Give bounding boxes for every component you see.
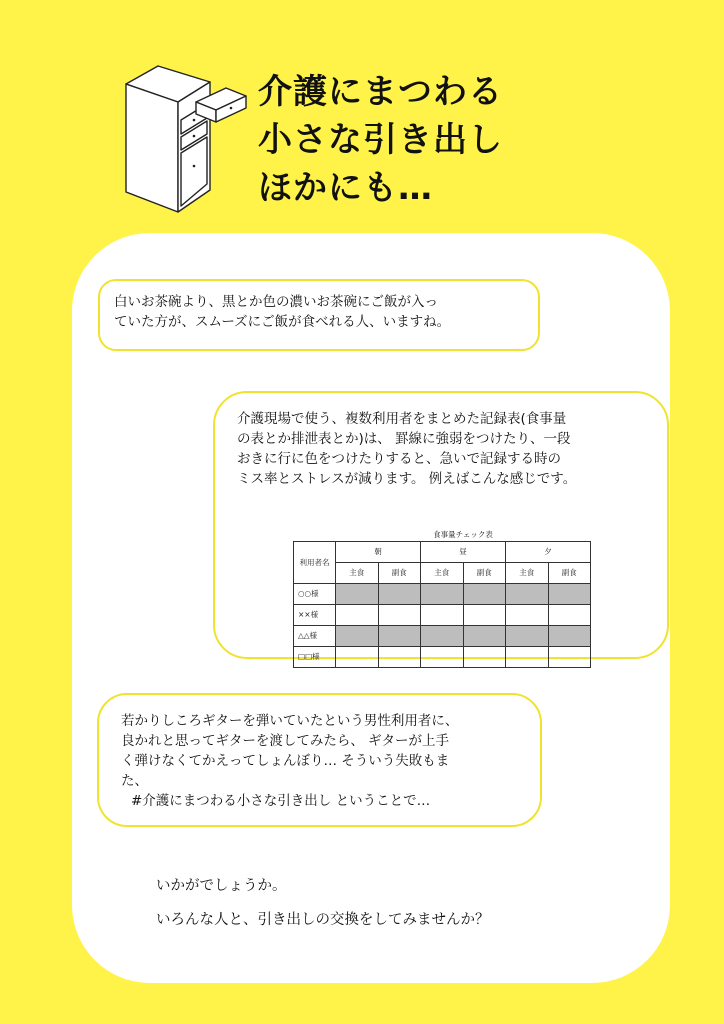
table-cell [506, 647, 549, 668]
bubble-text-line: た、 [121, 773, 148, 789]
table-cell [336, 584, 379, 605]
sub-header-staple: 主食 [336, 563, 379, 584]
meal-check-table-figure [293, 529, 593, 668]
table-cell [336, 605, 379, 626]
bubble-text-line: 良かれと思ってギターを渡してみたら、 ギターが上手 [121, 733, 450, 749]
table-header-row [294, 542, 591, 563]
sub-header-staple: 主食 [421, 563, 464, 584]
hashtag-line: #介護にまつわる小さな引き出し ということで… [131, 793, 431, 809]
name-column-header: 利用者名 [294, 542, 336, 584]
table-cell [421, 605, 464, 626]
resident-name: ××様 [294, 605, 336, 626]
table-cell [421, 584, 464, 605]
tip-bubble-guitar [97, 693, 542, 827]
bubble-text-line: ミス率とストレスが減ります。 例えばこんな感じです。 [237, 471, 577, 487]
drawer-cabinet-icon [118, 62, 248, 214]
bubble-text-line: く弾けなくてかえってしょんぼり… そういう失敗もま [121, 753, 450, 769]
table-cell [506, 605, 549, 626]
table-title: 食事量チェック表 [433, 530, 493, 539]
meal-check-table [293, 541, 591, 668]
resident-name: △△様 [294, 626, 336, 647]
table-cell [336, 626, 379, 647]
table-row [294, 584, 591, 605]
table-row [294, 626, 591, 647]
table-cell [506, 584, 549, 605]
bubble-text-line: 若かりしころギターを弾いていたという男性利用者に、 [121, 713, 459, 729]
tip-bubble-teacup [98, 279, 540, 351]
closing-message [156, 869, 490, 937]
table-row [294, 605, 591, 626]
closing-line-1: いかがでしょうか。 [156, 878, 287, 894]
table-cell [463, 584, 506, 605]
bubble-text-line: ていた方が、スムーズにご飯が食べれる人、いますね。 [114, 314, 451, 330]
closing-line-2: いろんな人と、引き出しの交換をしてみませんか？ [156, 912, 490, 928]
table-row [294, 647, 591, 668]
table-cell [548, 584, 591, 605]
resident-name: □□様 [294, 647, 336, 668]
resident-name: ○○様 [294, 584, 336, 605]
table-cell [421, 626, 464, 647]
page-title [258, 68, 503, 212]
table-cell [463, 605, 506, 626]
table-cell [378, 605, 421, 626]
table-cell [463, 626, 506, 647]
table-cell [463, 647, 506, 668]
title-line-2: 小さな引き出し [258, 120, 503, 160]
table-cell [336, 647, 379, 668]
title-line-3: ほかにも… [258, 168, 433, 208]
tip-bubble-record-sheet [213, 391, 669, 659]
bubble-text-line: 白いお茶碗より、黒とか色の濃いお茶碗にご飯が入っ [114, 294, 438, 310]
table-subheader-row [294, 563, 591, 584]
table-cell [506, 626, 549, 647]
meal-header-breakfast: 朝 [336, 542, 421, 563]
sub-header-side: 副食 [378, 563, 421, 584]
table-cell [548, 626, 591, 647]
title-line-1: 介護にまつわる [258, 72, 503, 112]
bubble-text-line: の表とか排泄表とか)は、 罫線に強弱をつけたり、一段 [237, 431, 571, 447]
meal-header-lunch: 昼 [421, 542, 506, 563]
table-cell [378, 584, 421, 605]
sub-header-side: 副食 [463, 563, 506, 584]
bubble-text-line: おきに行に色をつけたりすると、急いで記録する時の [237, 451, 561, 467]
table-cell [548, 647, 591, 668]
table-cell [421, 647, 464, 668]
sub-header-staple: 主食 [506, 563, 549, 584]
table-cell [548, 605, 591, 626]
meal-header-dinner: 夕 [506, 542, 591, 563]
bubble-text-line: 介護現場で使う、複数利用者をまとめた記録表(食事量 [237, 411, 567, 427]
sub-header-side: 副食 [548, 563, 591, 584]
table-cell [378, 626, 421, 647]
table-cell [378, 647, 421, 668]
